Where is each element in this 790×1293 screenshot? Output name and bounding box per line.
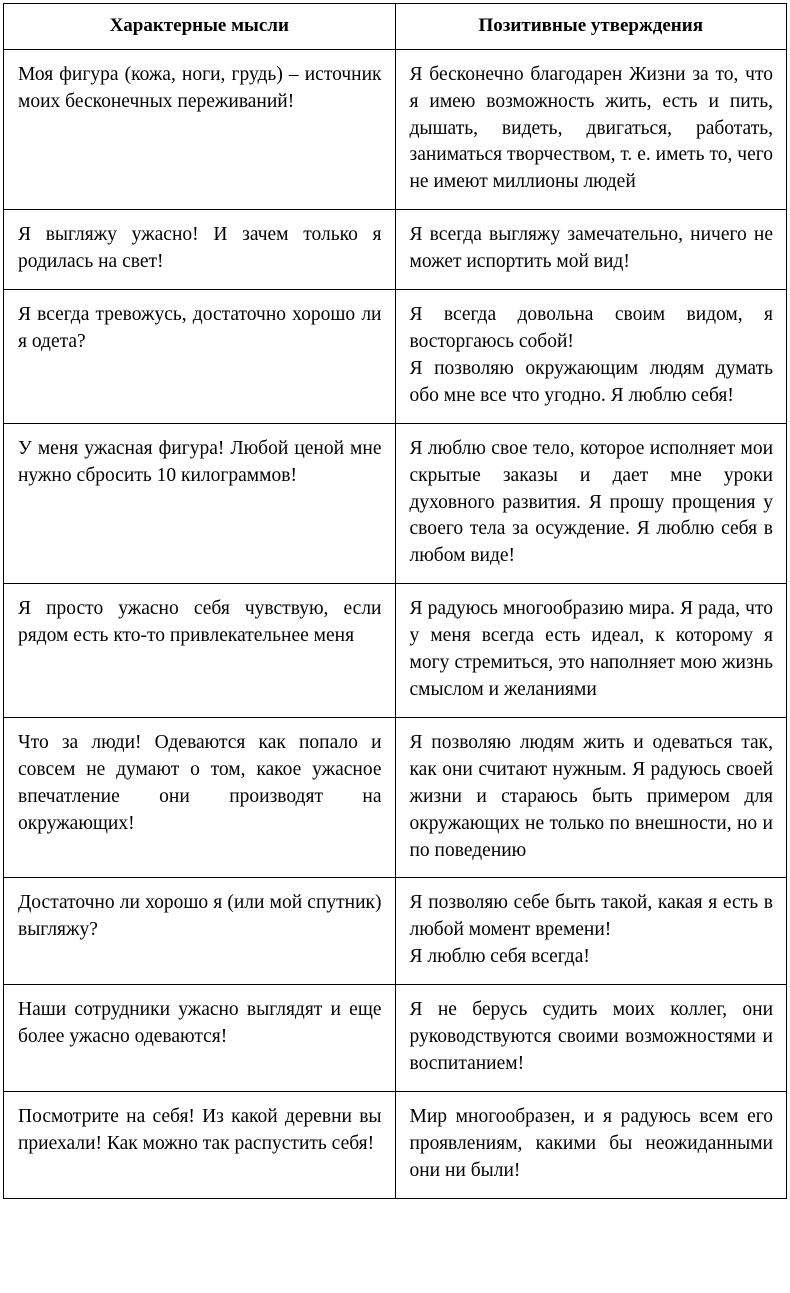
comparison-table	[3, 3, 787, 1199]
table-row	[4, 717, 787, 878]
table-cell-thoughts	[4, 49, 396, 210]
table-row	[4, 1091, 787, 1198]
cell-paragraph: Я всегда выгляжу замечательно, ничего не может испортить мой вид!	[409, 224, 773, 273]
table-row	[4, 49, 787, 210]
cell-paragraph: Я всегда довольна своим видом, я восторгаюсь собой!	[409, 304, 773, 352]
cell-paragraph: Моя фигура (кожа, ноги, грудь) – источник моих бесконечных переживаний!	[18, 63, 382, 112]
table-cell-thoughts	[4, 717, 396, 878]
cell-paragraph: Я люблю себя всегда!	[409, 946, 590, 968]
cell-paragraph: Я радуюсь многообразию мира. Я рада, что у меня всегда есть идеал, к которому я могу стремиться, это наполняет мою жизнь смыслом и желаниями	[409, 598, 773, 700]
cell-paragraph: Достаточно ли хорошо я (или мой спутник) выгляжу?	[18, 892, 382, 941]
cell-paragraph: Я позволяю окружающим людям думать обо мне все что угодно. Я люблю себя!	[409, 357, 773, 406]
table-cell-thoughts	[4, 1091, 396, 1198]
column-header-affirmations: Позитивные утверждения	[395, 4, 787, 50]
cell-paragraph: Я всегда тревожусь, достаточно хорошо ли я одета?	[18, 304, 382, 352]
cell-paragraph: Посмотрите на себя! Из какой деревни вы приехали! Как можно так распустить себя!	[18, 1105, 382, 1154]
table-cell-affirmations	[395, 49, 787, 210]
cell-paragraph: Я просто ужасно себя чувствую, если рядом есть кто-то привлекательнее меня	[18, 598, 382, 647]
cell-paragraph: Я люблю свое тело, которое исполняет мои скрытые заказы и дает мне уроки духовного развития. Я прошу прощения у своего тела за осуждение. Я люблю себя в любом виде!	[409, 437, 773, 567]
table-body	[4, 49, 787, 1198]
table-cell-thoughts	[4, 584, 396, 718]
table-row	[4, 878, 787, 985]
table-cell-thoughts	[4, 985, 396, 1092]
cell-paragraph: Мир многообразен, и я радуюсь всем его проявлениям, какими бы неожиданными они ни были!	[409, 1105, 773, 1181]
cell-paragraph: Наши сотрудники ужасно выглядят и еще более ужасно одеваются!	[18, 999, 382, 1048]
cell-paragraph: Я бесконечно благодарен Жизни за то, что я имею возможность жить, есть и пить, дышать, видеть, двигаться, работать, заниматься творчеством, т. е. иметь то, чего не имеют миллионы людей	[409, 63, 773, 193]
table-cell-thoughts	[4, 423, 396, 584]
cell-paragraph: У меня ужасная фигура! Любой ценой мне нужно сбросить 10 килограммов!	[18, 437, 382, 486]
cell-paragraph: Я не берусь судить моих коллег, они руководствуются своими возможностями и воспитанием!	[409, 999, 773, 1074]
table-cell-affirmations	[395, 1091, 787, 1198]
table-cell-affirmations	[395, 290, 787, 424]
table-cell-affirmations	[395, 985, 787, 1092]
table-cell-thoughts	[4, 878, 396, 985]
table-cell-affirmations	[395, 423, 787, 584]
column-header-thoughts: Характерные мысли	[4, 4, 396, 50]
table-header-row	[4, 4, 787, 50]
cell-paragraph: Что за люди! Одеваются как попало и совсем не думают о том, какое ужасное впечатление они производят на окружающих!	[18, 731, 382, 834]
table-cell-affirmations	[395, 210, 787, 290]
table-row	[4, 985, 787, 1092]
table-row	[4, 584, 787, 718]
cell-paragraph: Я позволяю себе быть такой, какая я есть в любой момент времени!	[409, 892, 773, 941]
table-cell-affirmations	[395, 584, 787, 718]
table-cell-thoughts	[4, 210, 396, 290]
cell-paragraph: Я выгляжу ужасно! И зачем только я родилась на свет!	[18, 224, 382, 273]
table-row	[4, 290, 787, 424]
table-row	[4, 423, 787, 584]
cell-paragraph: Я позволяю людям жить и одеваться так, как они считают нужным. Я радуюсь своей жизни и стараюсь быть примером для окружающих не только по внешности, но и по поведению	[409, 731, 773, 861]
table-row	[4, 210, 787, 290]
table-cell-affirmations	[395, 878, 787, 985]
table-cell-thoughts	[4, 290, 396, 424]
table-cell-affirmations	[395, 717, 787, 878]
